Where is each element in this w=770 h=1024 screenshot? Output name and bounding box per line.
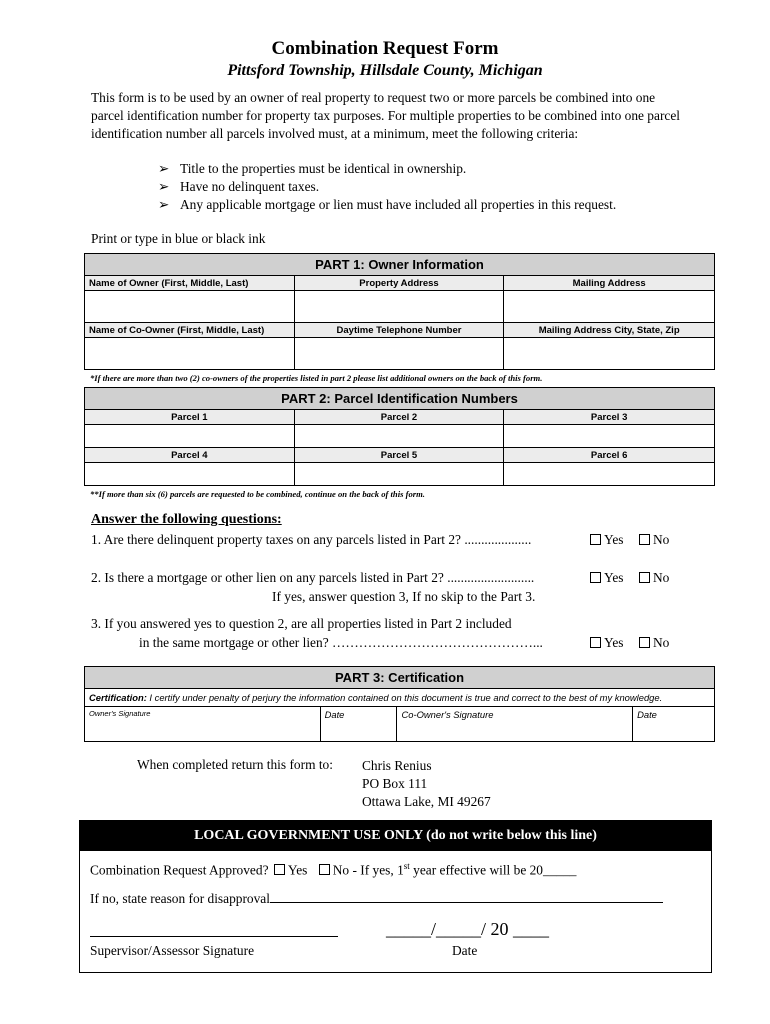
page-subtitle: Pittsford Township, Hillsdale County, Michigan [227, 62, 543, 79]
parcel-4-label: Parcel 4 [85, 448, 295, 463]
criteria-item [158, 160, 616, 178]
intro-paragraph: This form is to be used by an owner of real property to request two or more parcels be combined into one parcel identification number for property tax purposes. For multiple properties to be combined into one parcel identification number all parcels involved must, at a minimum, meet the following criteria: [91, 90, 681, 141]
part2-footnote: **If more than six (6) parcels are requested to be combined, continue on the back of this form. [90, 489, 425, 499]
owner-name-field[interactable] [85, 291, 295, 323]
checkbox-icon[interactable] [639, 534, 650, 545]
mailing-city-label: Mailing Address City, State, Zip [504, 323, 715, 338]
part1-owner-table [84, 253, 715, 370]
date-label: Date [637, 709, 657, 720]
yes-label: Yes [287, 862, 308, 878]
question-2-note: If yes, answer question 3, If no skip to the Part 3. [272, 589, 536, 604]
criteria-text: Any applicable mortgage or lien must have included all properties in this request. [180, 197, 617, 212]
checkbox-icon[interactable] [590, 534, 601, 545]
daytime-phone-label: Daytime Telephone Number [294, 323, 504, 338]
part1-heading: PART 1: Owner Information [85, 254, 715, 276]
q1-no-option[interactable] [639, 532, 669, 548]
certification-text: I certify under penalty of perjury the information contained on this document is true and correct to the best of my knowledge. [146, 692, 663, 703]
yes-label: Yes [604, 532, 624, 547]
q2-no-option[interactable] [639, 570, 669, 586]
criteria-item [158, 196, 616, 214]
return-po-box: PO Box 111 [362, 776, 428, 791]
part3-heading: PART 3: Certification [85, 667, 715, 689]
mailing-address-field[interactable] [504, 291, 715, 323]
criteria-text: Have no delinquent taxes. [180, 179, 320, 194]
return-address [362, 757, 491, 811]
disapproval-label: If no, state reason for disapproval [90, 891, 270, 906]
coowner-name-label: Name of Co-Owner (First, Middle, Last) [85, 323, 295, 338]
approved-no-checkbox[interactable] [319, 864, 330, 875]
effective-year-field[interactable]: year effective will be 20_____ [409, 862, 577, 878]
approved-yes-checkbox[interactable] [274, 864, 285, 875]
approval-line [90, 861, 576, 878]
print-instructions: Print or type in blue or black ink [91, 231, 266, 246]
parcel-3-label: Parcel 3 [504, 410, 715, 425]
daytime-phone-field[interactable] [294, 338, 504, 370]
owner-signature-label: Owner's Signature [89, 709, 151, 718]
q2-yes-option[interactable] [590, 570, 623, 586]
checkbox-icon[interactable] [590, 572, 601, 583]
local-government-heading: LOCAL GOVERNMENT USE ONLY (do not write below this line) [80, 821, 711, 851]
questions-heading: Answer the following questions: [91, 512, 282, 527]
approval-date-field[interactable]: _____/_____/ 20 ____ [386, 919, 550, 939]
parcel-6-field[interactable] [504, 463, 715, 486]
assessor-signature-field[interactable] [90, 936, 338, 937]
part2-parcel-table [84, 387, 715, 486]
date-caption: Date [452, 943, 478, 958]
arrow-bullet-icon: ➢ [158, 161, 170, 176]
coowner-name-field[interactable] [85, 338, 295, 370]
question-2: 2. Is there a mortgage or other lien on any parcels listed in Part 2? .......................... [91, 570, 535, 585]
ordinal-suffix: st [403, 861, 410, 871]
page-title: Combination Request Form [271, 38, 499, 59]
question-3-continued: in the same mortgage or other lien? ………………………………………... [139, 635, 543, 650]
parcel-3-field[interactable] [504, 425, 715, 448]
disapproval-reason-field[interactable] [270, 902, 663, 903]
coowner-date-field[interactable] [633, 707, 715, 742]
owner-date-field[interactable] [320, 707, 397, 742]
owner-signature-field[interactable] [85, 707, 321, 742]
mailing-city-field[interactable] [504, 338, 715, 370]
checkbox-icon[interactable] [639, 572, 650, 583]
q1-yes-option[interactable] [590, 532, 623, 548]
parcel-5-label: Parcel 5 [294, 448, 504, 463]
criteria-text: Title to the properties must be identical in ownership. [180, 161, 467, 176]
checkbox-icon[interactable] [590, 637, 601, 648]
arrow-bullet-icon: ➢ [158, 179, 170, 194]
mailing-address-label: Mailing Address [504, 276, 715, 291]
parcel-1-field[interactable] [85, 425, 295, 448]
coowner-signature-field[interactable] [397, 707, 633, 742]
local-government-section [79, 820, 712, 973]
criteria-list [158, 160, 616, 214]
no-label: No - If yes, 1 [332, 862, 404, 878]
assessor-signature-caption: Supervisor/Assessor Signature [90, 943, 255, 958]
certification-label: Certification: [89, 692, 147, 703]
part3-certification-table [84, 666, 715, 742]
parcel-1-label: Parcel 1 [85, 410, 295, 425]
parcel-4-field[interactable] [85, 463, 295, 486]
return-name: Chris Renius [362, 758, 432, 773]
property-address-field[interactable] [294, 291, 504, 323]
disapproval-line [90, 891, 663, 907]
parcel-5-field[interactable] [294, 463, 504, 486]
certification-statement [85, 689, 715, 707]
coowner-signature-label: Co-Owner's Signature [401, 709, 494, 720]
owner-name-label: Name of Owner (First, Middle, Last) [85, 276, 295, 291]
question-3: 3. If you answered yes to question 2, are all properties listed in Part 2 included [91, 616, 512, 631]
parcel-6-label: Parcel 6 [504, 448, 715, 463]
checkbox-icon[interactable] [639, 637, 650, 648]
q3-no-option[interactable] [639, 635, 669, 651]
return-city: Ottawa Lake, MI 49267 [362, 794, 491, 809]
return-instructions: When completed return this form to: [137, 757, 333, 772]
parcel-2-field[interactable] [294, 425, 504, 448]
yes-label: Yes [604, 570, 624, 585]
date-label: Date [324, 709, 345, 720]
criteria-item [158, 178, 616, 196]
question-1: 1. Are there delinquent property taxes on any parcels listed in Part 2? .................... [91, 532, 532, 547]
part2-heading: PART 2: Parcel Identification Numbers [85, 388, 715, 410]
part1-footnote: *If there are more than two (2) co-owners of the properties listed in part 2 please list additional owners on the back of this form. [90, 373, 543, 383]
approval-label: Combination Request Approved? [90, 862, 269, 878]
parcel-2-label: Parcel 2 [294, 410, 504, 425]
no-label: No [653, 532, 670, 547]
yes-label: Yes [604, 635, 624, 650]
no-label: No [653, 635, 670, 650]
no-label: No [653, 570, 670, 585]
q3-yes-option[interactable] [590, 635, 623, 651]
property-address-label: Property Address [294, 276, 504, 291]
arrow-bullet-icon: ➢ [158, 197, 170, 212]
